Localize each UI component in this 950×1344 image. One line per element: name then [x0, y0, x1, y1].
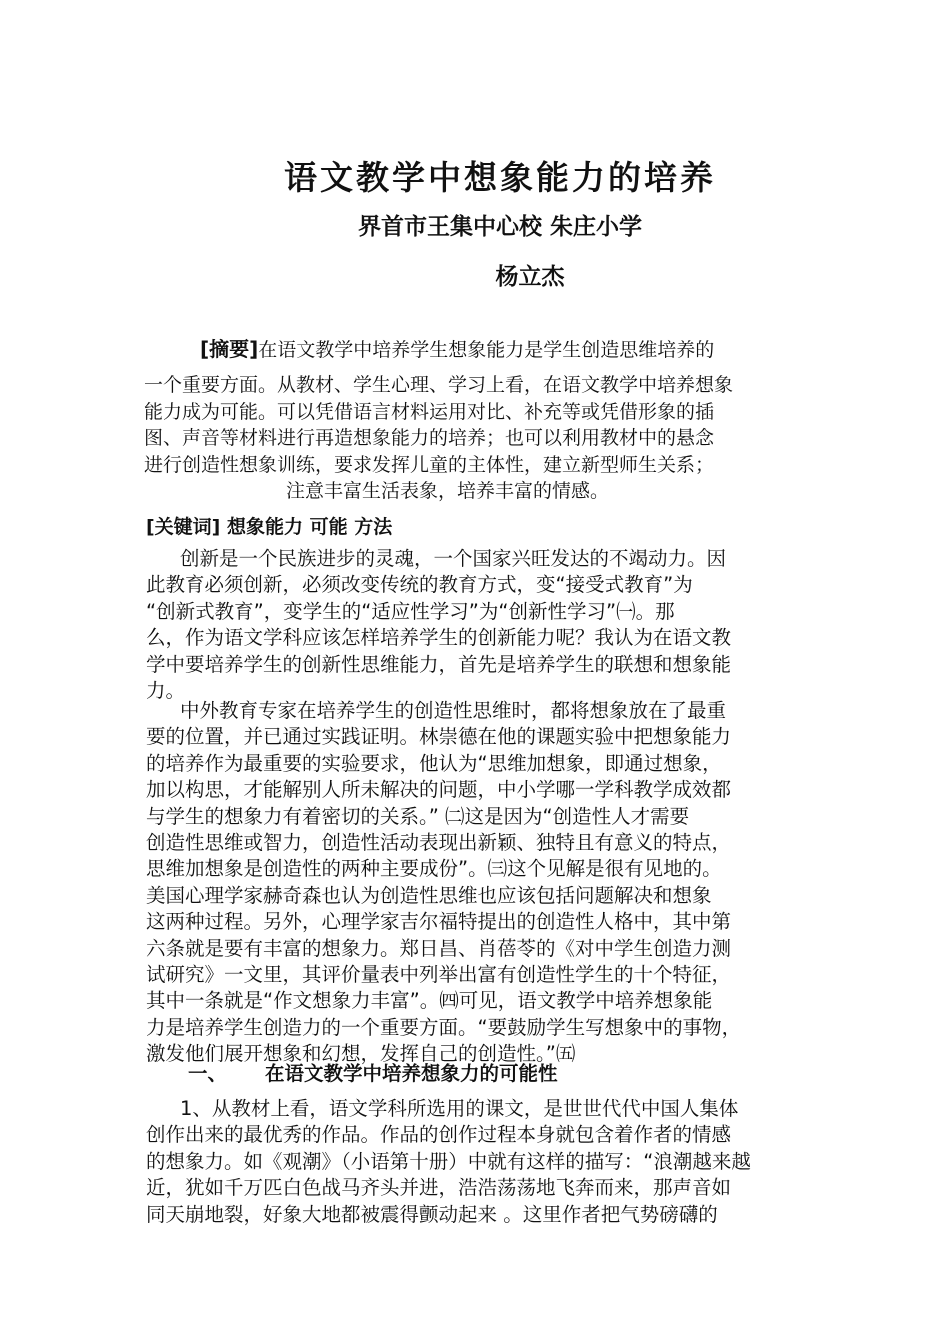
paragraph-line: 创新是一个民族进步的灵魂，一个国家兴旺发达的不竭动力。因 — [180, 547, 727, 570]
paragraph-line: 1、从教材上看，语文学科所选用的课文，是世世代代中国人集体 — [180, 1097, 739, 1120]
paragraph-line: 中外教育专家在培养学生的创造性思维时，都将想象放在了最重 — [180, 699, 727, 722]
keywords-line: [关键词] 想象能力 可能 方法 — [146, 516, 393, 538]
paragraph-line: 创造性思维或智力，创造性活动表现出新颖、独特且有意义的特点， — [146, 831, 732, 855]
abstract-line: 一个重要方面。从教材、学生心理、学习上看，在语文教学中培养想象 — [144, 374, 734, 396]
paragraph-line: 思维加想象是创造性的两种主要成份”。㈢这个见解是很有见地的。 — [146, 857, 722, 881]
abstract-line: 注意丰富生活表象，培养丰富的情感。 — [286, 480, 610, 502]
section-title: 在语文教学中培养想象力的可能性 — [265, 1062, 558, 1085]
abstract-line: 能力成为可能。可以凭借语言材料运用对比、补充等或凭借形象的插 — [144, 400, 715, 423]
paragraph-line: 么，作为语文学科应该怎样培养学生的创新能力呢？我认为在语文教 — [146, 626, 732, 650]
paragraph-2 — [146, 698, 826, 1068]
paragraph-line: 力是培养学生创造力的一个重要方面。“要鼓励学生写想象中的事物， — [146, 1015, 742, 1039]
paragraph-line: 六条就是要有丰富的想象力。郑日昌、肖蓓苓的《对中学生创造力测 — [146, 936, 732, 960]
paragraph-3 — [146, 1096, 826, 1228]
paragraph-line: 此教育必须创新，必须改变传统的教育方式，变“接受式教育”为 — [146, 573, 693, 597]
abstract-label: [摘要] — [200, 337, 259, 361]
paragraph-line: 美国心理学家赫奇森也认为创造性思维也应该包括问题解决和想象 — [146, 883, 712, 907]
paragraph-line: “创新式教育”，变学生的“适应性学习”为“创新性学习”㈠。那 — [146, 599, 675, 623]
paragraph-line: 学中要培养学生的创新性思维能力，首先是培养学生的联想和想象能 — [146, 652, 732, 676]
abstract-body — [144, 372, 824, 505]
paragraph-line: 加以构思，才能解别人所未解决的问题，中小学哪一学科教学成效都 — [146, 778, 732, 802]
paragraph-line: 其中一条就是“作文想象力丰富”。㈣可见，语文教学中培养想象能 — [146, 989, 713, 1013]
paragraph-line: 要的位置，并已通过实践证明。林崇德在他的课题实验中把想象能力 — [146, 725, 732, 749]
paragraph-line: 的培养作为最重要的实验要求，他认为“思维加想象，即通过想象， — [146, 751, 722, 775]
paragraph-line: 这两种过程。另外，心理学家吉尔福特提出的创造性人格中，其中第 — [146, 910, 732, 934]
abstract-line: 图、声音等材料进行再造想象能力的培养；也可以利用教材中的悬念 — [144, 427, 715, 449]
abstract-line: 进行创造性想象训练，要求发挥儿童的主体性，建立新型师生关系； — [144, 453, 715, 476]
abstract-first-line — [200, 336, 840, 363]
paragraph-line: 与学生的想象力有着密切的关系。” ㈡这是因为“创造性人才需要 — [146, 804, 690, 828]
abstract-first-text: 在语文教学中培养学生想象能力是学生创造思维培养的 — [258, 339, 715, 361]
paragraph-1 — [146, 546, 826, 704]
section-number: 一、 — [188, 1062, 228, 1085]
school-name: 界首市王集中心校 朱庄小学 — [357, 214, 642, 240]
paragraph-line: 试研究》一文里，其评价量表中列举出富有创造性学生的十个特征， — [146, 963, 732, 987]
paragraph-line: 创作出来的最优秀的作品。作品的创作过程本身就包含着作者的情感 — [146, 1123, 732, 1147]
paragraph-line: 同天崩地裂，好象大地都被震得颤动起来 。这里作者把气势磅礴的 — [146, 1202, 718, 1226]
paragraph-line: 近，犹如千万匹白色战马齐头并进，浩浩荡荡地飞奔而来，那声音如 — [146, 1176, 732, 1200]
paragraph-line: 力。 — [146, 679, 186, 703]
section-heading — [188, 1058, 558, 1086]
paragraph-line: 的想象力。如《观潮》（小语第十册）中就有这样的描写：“浪潮越来越 — [146, 1149, 751, 1173]
document-title: 语文教学中想象能力的培养 — [284, 158, 716, 197]
author-name: 杨立杰 — [495, 264, 565, 290]
paragraph-line: 激发他们展开想象和幻想，发挥自己的创造性。”㈤ — [146, 1042, 576, 1066]
